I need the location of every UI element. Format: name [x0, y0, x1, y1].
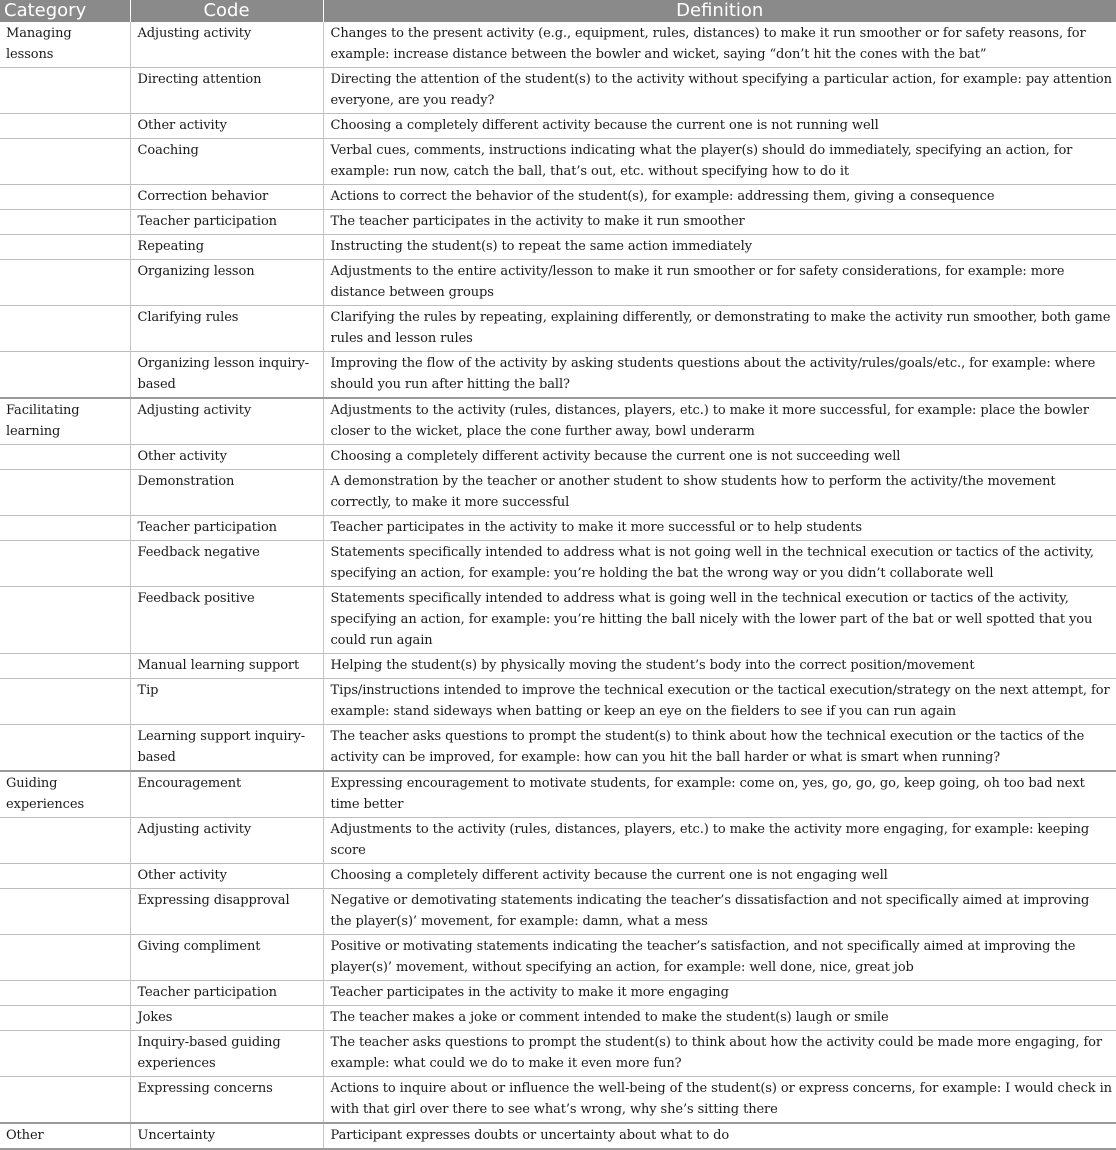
- cell-code: Adjusting activity: [130, 398, 323, 445]
- cell-definition: Choosing a completely different activity because the current one is not engaging well: [323, 864, 1116, 889]
- table-row: [0, 114, 1116, 139]
- cell-definition: Choosing a completely different activity because the current one is not succeeding well: [323, 445, 1116, 470]
- cell-category: Guiding experiences: [0, 771, 130, 818]
- cell-category: [0, 516, 130, 541]
- cell-definition: Clarifying the rules by repeating, explaining differently, or demonstrating to make the activity run smoother, both game rules and lesson rules: [323, 306, 1116, 352]
- cell-category: [0, 935, 130, 981]
- cell-code: Manual learning support: [130, 654, 323, 679]
- cell-category: [0, 725, 130, 772]
- table-row: [0, 470, 1116, 516]
- cell-category: [0, 235, 130, 260]
- cell-definition: Statements specifically intended to address what is going well in the technical execution or tactics of the activity, specifying an action, for example: you’re hitting the ball nicely with the lower part of the bat or well spotted that you could run again: [323, 587, 1116, 654]
- table-row: [0, 445, 1116, 470]
- cell-category: Other: [0, 1123, 130, 1149]
- table-row: [0, 1077, 1116, 1124]
- cell-category: [0, 654, 130, 679]
- cell-category: [0, 889, 130, 935]
- table-row: [0, 679, 1116, 725]
- cell-definition: Instructing the student(s) to repeat the same action immediately: [323, 235, 1116, 260]
- cell-category: [0, 470, 130, 516]
- cell-category: [0, 68, 130, 114]
- table-row: [0, 185, 1116, 210]
- cell-code: Feedback positive: [130, 587, 323, 654]
- table-row: [0, 935, 1116, 981]
- cell-definition: Positive or motivating statements indicating the teacher’s satisfaction, and not specifically aimed at improving the player(s)’ movement, without specifying an action, for example: well done, nice, great job: [323, 935, 1116, 981]
- table-row: [0, 587, 1116, 654]
- cell-definition: Tips/instructions intended to improve the technical execution or the tactical execution/strategy on the next attempt, for example: stand sideways when batting or keep an eye on the fielders to see if you can run again: [323, 679, 1116, 725]
- header-row: [0, 0, 1116, 22]
- table-row: [0, 725, 1116, 772]
- cell-category: [0, 541, 130, 587]
- cell-category: [0, 185, 130, 210]
- table-row: [0, 654, 1116, 679]
- table-row: [0, 889, 1116, 935]
- cell-definition: The teacher makes a joke or comment intended to make the student(s) laugh or smile: [323, 1006, 1116, 1031]
- cell-code: Tip: [130, 679, 323, 725]
- header-definition: Definition: [323, 0, 1116, 22]
- cell-definition: The teacher participates in the activity to make it run smoother: [323, 210, 1116, 235]
- cell-definition: Expressing encouragement to motivate students, for example: come on, yes, go, go, go, keep going, oh too bad next time better: [323, 771, 1116, 818]
- cell-code: Coaching: [130, 139, 323, 185]
- cell-category: Managing lessons: [0, 22, 130, 68]
- table-row: [0, 22, 1116, 68]
- cell-category: [0, 1077, 130, 1124]
- cell-definition: Negative or demotivating statements indicating the teacher’s dissatisfaction and not specifically aimed at improving the player(s)’ movement, for example: damn, what a mess: [323, 889, 1116, 935]
- cell-code: Adjusting activity: [130, 818, 323, 864]
- table-row: [0, 139, 1116, 185]
- cell-category: [0, 352, 130, 399]
- cell-code: Feedback negative: [130, 541, 323, 587]
- cell-definition: A demonstration by the teacher or another student to show students how to perform the activity/the movement correctly, to make it more successful: [323, 470, 1116, 516]
- table-row: [0, 260, 1116, 306]
- cell-code: Uncertainty: [130, 1123, 323, 1149]
- cell-definition: Directing the attention of the student(s) to the activity without specifying a particular action, for example: pay attention everyone, are you ready?: [323, 68, 1116, 114]
- cell-definition: Changes to the present activity (e.g., equipment, rules, distances) to make it run smoother or for safety reasons, for example: increase distance between the bowler and wicket, saying “don’t hit the cones with the bat”: [323, 22, 1116, 68]
- cell-definition: Adjustments to the entire activity/lesson to make it run smoother or for safety considerations, for example: more distance between groups: [323, 260, 1116, 306]
- table-row: [0, 864, 1116, 889]
- cell-code: Other activity: [130, 114, 323, 139]
- cell-category: [0, 114, 130, 139]
- cell-code: Teacher participation: [130, 981, 323, 1006]
- cell-code: Adjusting activity: [130, 22, 323, 68]
- cell-definition: Teacher participates in the activity to make it more engaging: [323, 981, 1116, 1006]
- cell-definition: Adjustments to the activity (rules, distances, players, etc.) to make it more successful, for example: place the bowler closer to the wicket, place the cone further away, bowl underarm: [323, 398, 1116, 445]
- cell-category: Facilitating learning: [0, 398, 130, 445]
- cell-definition: The teacher asks questions to prompt the student(s) to think about how the activity could be made more engaging, for example: what could we do to make it even more fun?: [323, 1031, 1116, 1077]
- cell-code: Directing attention: [130, 68, 323, 114]
- cell-category: [0, 864, 130, 889]
- cell-code: Other activity: [130, 445, 323, 470]
- table-row: [0, 68, 1116, 114]
- header-category: Category: [0, 0, 130, 22]
- header-code: Code: [130, 0, 323, 22]
- table-row: [0, 771, 1116, 818]
- cell-code: Encouragement: [130, 771, 323, 818]
- cell-category: [0, 260, 130, 306]
- cell-definition: Improving the flow of the activity by asking students questions about the activity/rules/goals/etc., for example: where should you run after hitting the ball?: [323, 352, 1116, 399]
- cell-code: Organizing lesson: [130, 260, 323, 306]
- cell-definition: Helping the student(s) by physically moving the student’s body into the correct position/movement: [323, 654, 1116, 679]
- table-row: [0, 306, 1116, 352]
- cell-definition: Participant expresses doubts or uncertainty about what to do: [323, 1123, 1116, 1149]
- cell-definition: Adjustments to the activity (rules, distances, players, etc.) to make the activity more engaging, for example: keeping score: [323, 818, 1116, 864]
- cell-category: [0, 139, 130, 185]
- cell-definition: Statements specifically intended to address what is not going well in the technical execution or tactics of the activity, specifying an action, for example: you’re holding the bat the wrong way or you didn’t collaborate well: [323, 541, 1116, 587]
- table-row: [0, 398, 1116, 445]
- cell-category: [0, 1006, 130, 1031]
- cell-code: Expressing disapproval: [130, 889, 323, 935]
- cell-code: Teacher participation: [130, 210, 323, 235]
- cell-definition: Actions to correct the behavior of the student(s), for example: addressing them, giving a consequence: [323, 185, 1116, 210]
- cell-code: Repeating: [130, 235, 323, 260]
- cell-code: Demonstration: [130, 470, 323, 516]
- cell-category: [0, 981, 130, 1006]
- table-row: [0, 818, 1116, 864]
- table-row: [0, 352, 1116, 399]
- cell-category: [0, 445, 130, 470]
- table-row: [0, 981, 1116, 1006]
- cell-code: Giving compliment: [130, 935, 323, 981]
- cell-code: Clarifying rules: [130, 306, 323, 352]
- cell-code: Learning support inquiry-based: [130, 725, 323, 772]
- cell-code: Teacher participation: [130, 516, 323, 541]
- cell-code: Organizing lesson inquiry-based: [130, 352, 323, 399]
- cell-code: Inquiry-based guiding experiences: [130, 1031, 323, 1077]
- table-row: [0, 235, 1116, 260]
- cell-category: [0, 306, 130, 352]
- cell-definition: Actions to inquire about or influence the well-being of the student(s) or express concerns, for example: I would check in with that girl over there to see what’s wrong, why she’s sitting there: [323, 1077, 1116, 1124]
- cell-definition: The teacher asks questions to prompt the student(s) to think about how the technical execution or the tactics of the activity can be improved, for example: how can you hit the ball harder or what is smart when running?: [323, 725, 1116, 772]
- cell-code: Expressing concerns: [130, 1077, 323, 1124]
- cell-code: Correction behavior: [130, 185, 323, 210]
- cell-category: [0, 210, 130, 235]
- cell-definition: Teacher participates in the activity to make it more successful or to help students: [323, 516, 1116, 541]
- table-row: [0, 210, 1116, 235]
- cell-category: [0, 1031, 130, 1077]
- cell-code: Jokes: [130, 1006, 323, 1031]
- cell-definition: Verbal cues, comments, instructions indicating what the player(s) should do immediately, specifying an action, for example: run now, catch the ball, that’s out, etc. without specifying how to do it: [323, 139, 1116, 185]
- cell-category: [0, 679, 130, 725]
- cell-category: [0, 818, 130, 864]
- cell-definition: Choosing a completely different activity because the current one is not running well: [323, 114, 1116, 139]
- table-body: [0, 22, 1116, 1149]
- table-row: [0, 516, 1116, 541]
- table-row: [0, 1031, 1116, 1077]
- table-row: [0, 541, 1116, 587]
- cell-category: [0, 587, 130, 654]
- table-row: [0, 1123, 1116, 1149]
- cell-code: Other activity: [130, 864, 323, 889]
- table-row: [0, 1006, 1116, 1031]
